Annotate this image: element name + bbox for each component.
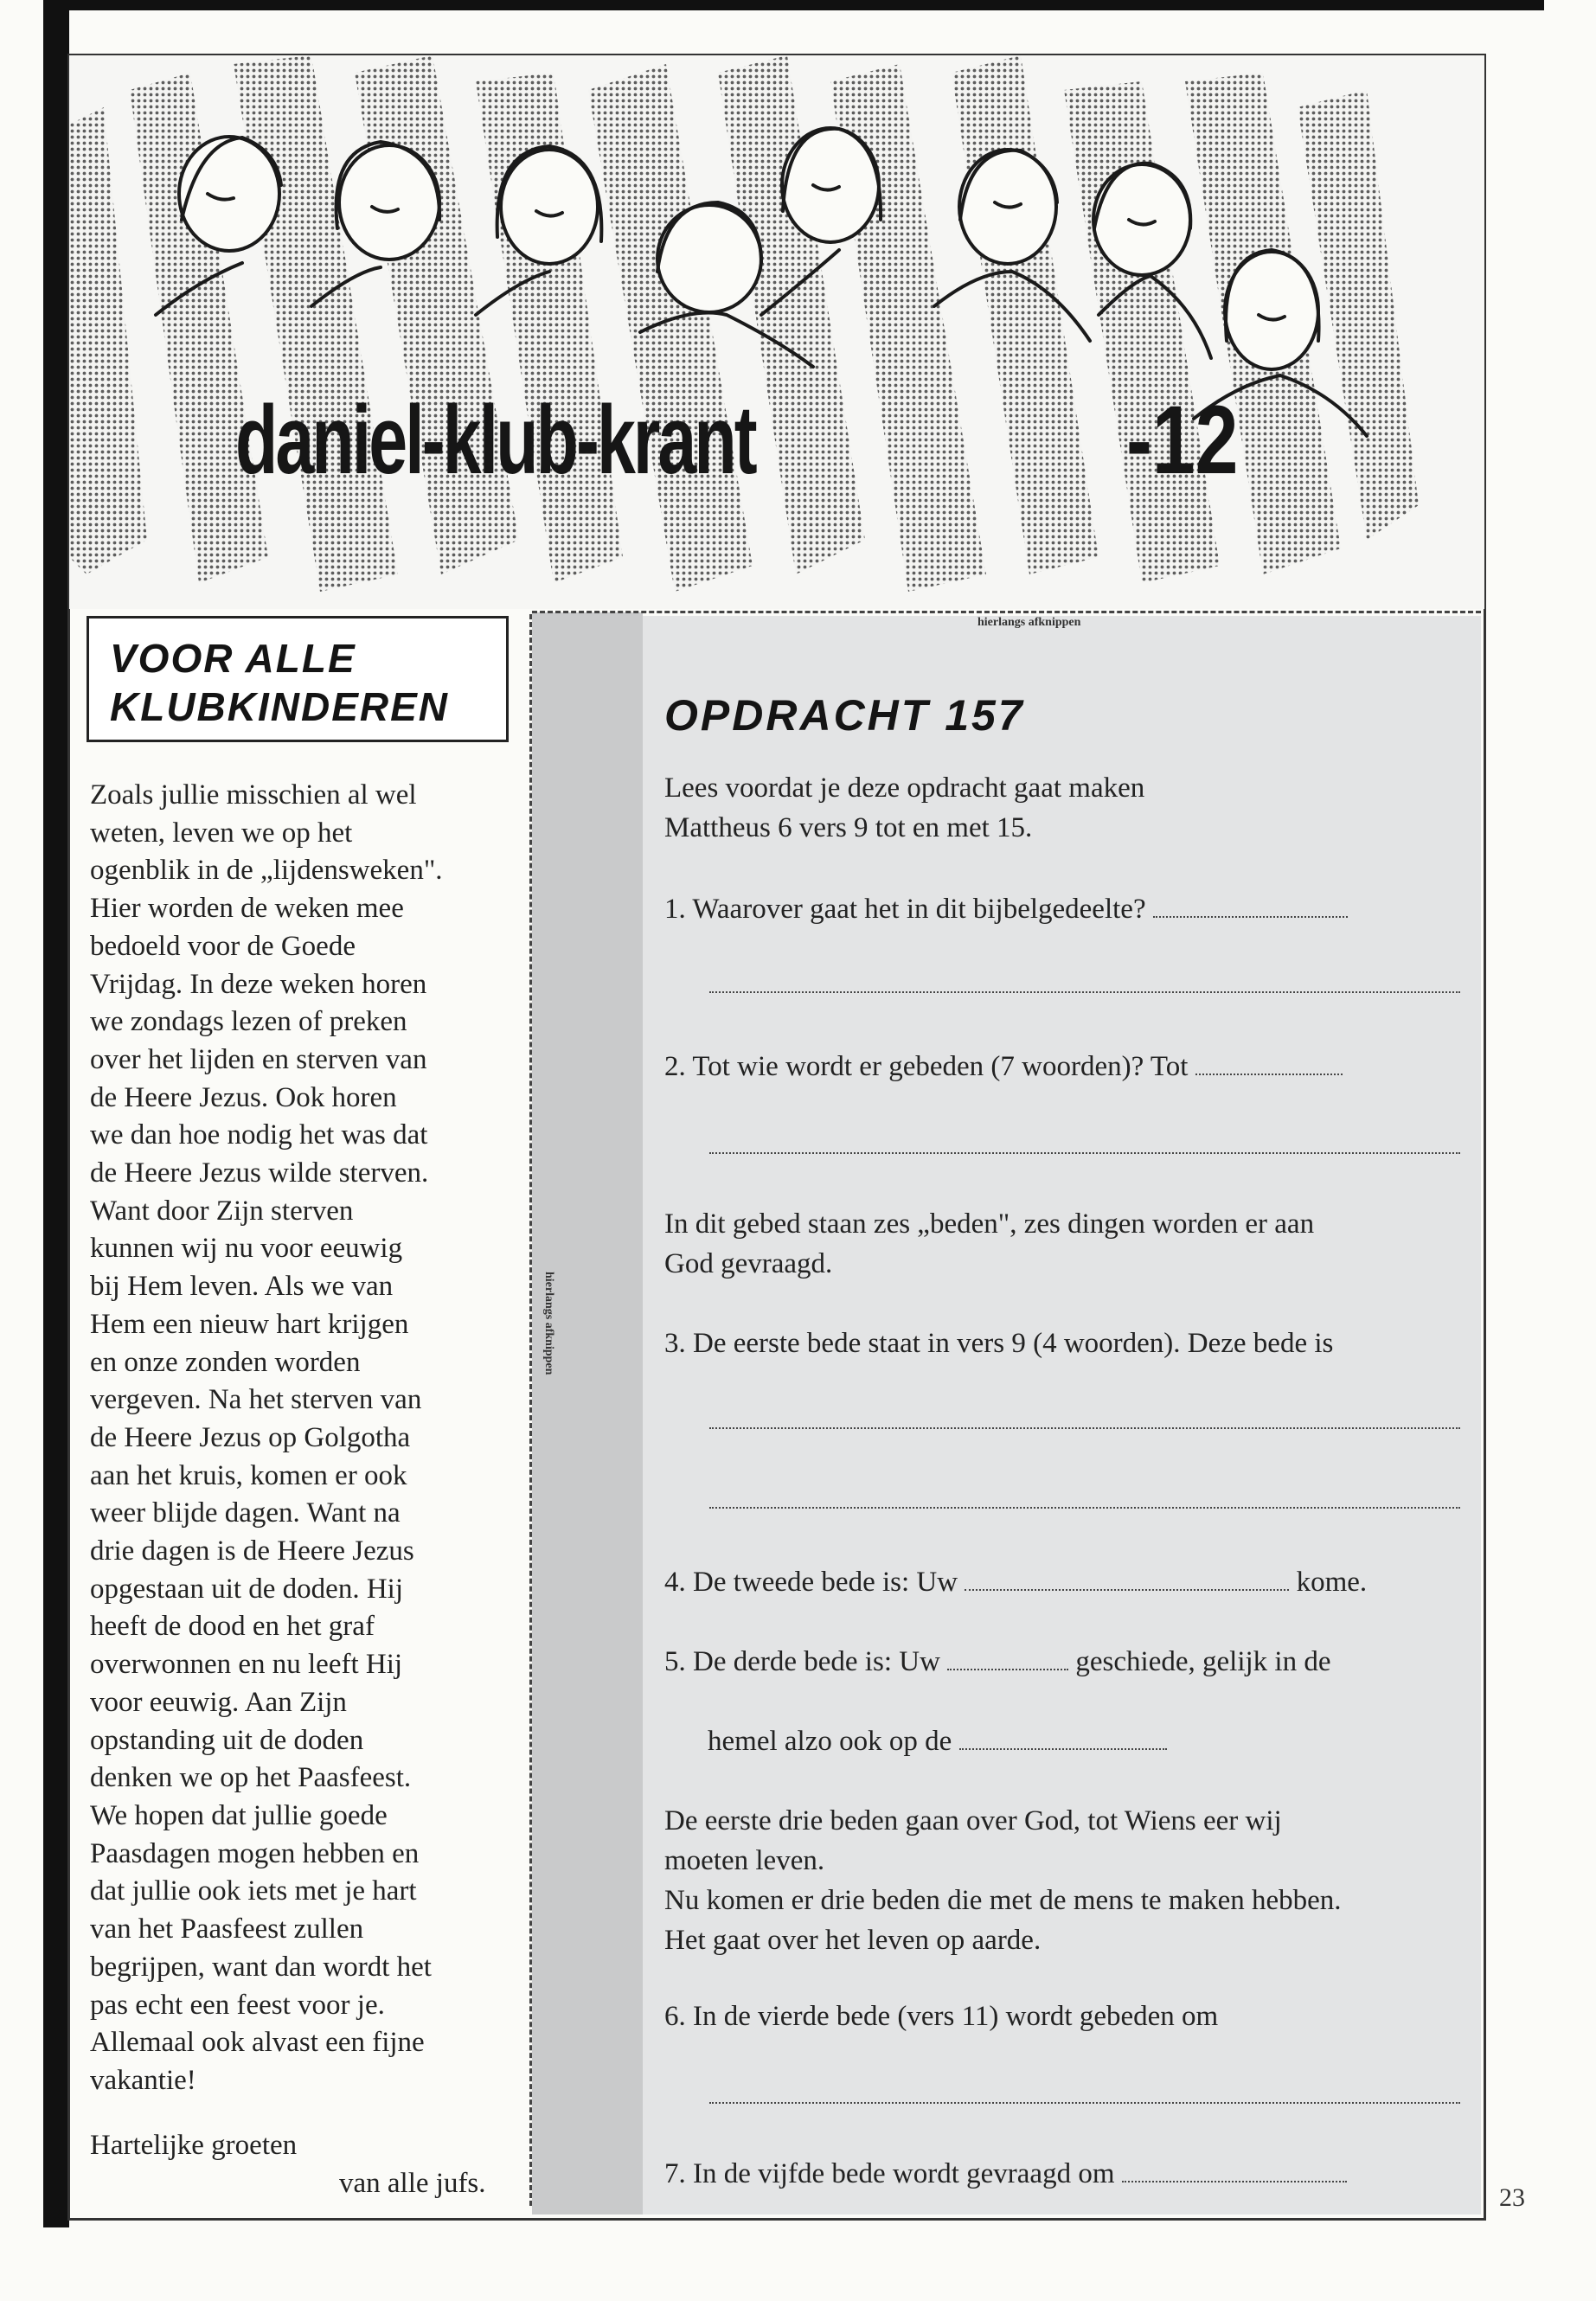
question-1 [664, 889, 1469, 929]
body-line: vergeven. Na het sterven van [90, 1384, 422, 1416]
question-5-line-2: hemel alzo ook op de [708, 1726, 952, 1757]
body-line: Paasdagen mogen hebben en [90, 1837, 420, 1869]
newsletter-title: daniel-klub-krant [235, 386, 755, 494]
body-line: drie dagen is de Heere Jezus [90, 1535, 414, 1567]
header-illustration [69, 55, 1484, 609]
body-line: van het Paasfeest zullen [90, 1913, 364, 1945]
question-2 [664, 1047, 1469, 1086]
heading-line-2: KLUBKINDEREN [110, 684, 449, 729]
body-line: Want door Zijn sterven [90, 1195, 354, 1227]
body-line: kunnen wij nu voor eeuwig [90, 1233, 403, 1265]
cut-label-top: hierlangs afknippen [977, 616, 1081, 629]
question-4-end: kome. [1296, 1567, 1368, 1598]
assignment-panel [643, 616, 1481, 2214]
question-5-continued [708, 1721, 1512, 1761]
body-line: bedoeld voor de Goede [90, 930, 356, 962]
cut-margin-strip [532, 612, 643, 2214]
info-2-line-4: Het gaat over het leven op aarde. [664, 1925, 1042, 1956]
cut-line-vertical [529, 614, 532, 2206]
cut-label-side: hierlangs afknippen [542, 1272, 555, 1375]
body-line: de Heere Jezus. Ook horen [90, 1081, 397, 1113]
announcement-body [90, 777, 522, 2100]
left-border [43, 0, 69, 2227]
body-line: denken we op het Paasfeest. [90, 1762, 412, 1794]
answer-blank[interactable] [1195, 1049, 1343, 1075]
intro-line-2: Mattheus 6 vers 9 tot en met 15. [664, 812, 1033, 843]
body-line: We hopen dat jullie goede [90, 1799, 388, 1831]
answer-blank[interactable] [965, 1565, 1289, 1591]
body-line: de Heere Jezus op Golgotha [90, 1421, 411, 1453]
question-2-text: 2. Tot wie wordt er gebeden (7 woorden)? Tot [664, 1051, 1189, 1082]
answer-line[interactable] [709, 2102, 1460, 2104]
body-line: vakantie! [90, 2064, 196, 2096]
question-5-mid: geschiede, gelijk in de [1075, 1646, 1331, 1677]
answer-line[interactable] [709, 1507, 1460, 1509]
answer-blank[interactable] [1153, 892, 1348, 918]
body-line: we dan hoe nodig het was dat [90, 1119, 428, 1151]
body-line: voor eeuwig. Aan Zijn [90, 1686, 347, 1718]
body-line: overwonnen en nu leeft Hij [90, 1649, 403, 1681]
body-line: aan het kruis, komen er ook [90, 1459, 407, 1491]
question-6: 6. In de vierde bede (vers 11) wordt gebeden om [664, 2001, 1219, 2032]
question-3: 3. De eerste bede staat in vers 9 (4 woorden). Deze bede is [664, 1328, 1334, 1359]
info-1-line-1: In dit gebed staan zes „beden", zes dingen worden er aan [664, 1208, 1315, 1240]
body-line: weten, leven we op het [90, 817, 353, 849]
body-line: weer blijde dagen. Want na [90, 1497, 401, 1529]
answer-blank[interactable] [959, 1724, 1167, 1750]
body-line: opgestaan uit de doden. Hij [90, 1573, 404, 1605]
body-line: de Heere Jezus wilde sterven. [90, 1157, 429, 1189]
info-2-line-1: De eerste drie beden gaan over God, tot Wiens eer wij [664, 1805, 1282, 1836]
cut-line-horizontal [532, 611, 1481, 613]
answer-blank[interactable] [947, 1644, 1068, 1670]
body-line: we zondags lezen of preken [90, 1006, 407, 1038]
body-line: Hier worden de weken mee [90, 893, 404, 925]
top-border [43, 0, 1544, 10]
answer-blank[interactable] [1122, 2157, 1347, 2182]
info-2-line-3: Nu komen er drie beden die met de mens te maken hebben. [664, 1885, 1342, 1916]
body-line: en onze zonden worden [90, 1346, 361, 1378]
body-line: ogenblik in de „lijdensweken". [90, 855, 443, 887]
body-line: Hem een nieuw hart krijgen [90, 1308, 409, 1340]
heading-line-1: VOOR ALLE [110, 636, 356, 681]
body-line: Allemaal ook alvast een fijne [90, 2027, 425, 2059]
question-5 [664, 1642, 1469, 1682]
answer-line[interactable] [709, 1152, 1460, 1154]
greeting-line: Hartelijke groeten [90, 2130, 298, 2161]
page-number: 23 [1499, 2183, 1525, 2212]
children-drawing [69, 55, 1484, 609]
body-line: begrijpen, want dan wordt het [90, 1951, 432, 1983]
announcement-heading-box [87, 616, 509, 742]
body-line: Vrijdag. In deze weken horen [90, 968, 427, 1000]
body-line: pas echt een feest voor je. [90, 1989, 385, 2021]
signature-line: van alle jufs. [339, 2168, 486, 2199]
question-4 [664, 1562, 1469, 1602]
body-line: heeft de dood en het graf [90, 1611, 375, 1643]
body-line: opstanding uit de doden [90, 1724, 364, 1756]
answer-line[interactable] [709, 1427, 1460, 1429]
issue-number: -12 [1126, 386, 1239, 494]
info-1-line-2: God gevraagd. [664, 1248, 833, 1279]
body-line: dat jullie ook iets met je hart [90, 1875, 417, 1907]
body-line: over het lijden en sterven van [90, 1043, 427, 1075]
body-line: bij Hem leven. Als we van [90, 1271, 394, 1303]
question-5-text: 5. De derde bede is: Uw [664, 1646, 940, 1677]
intro-line-1: Lees voordat je deze opdracht gaat maken [664, 772, 1145, 804]
question-7 [664, 2154, 1469, 2194]
question-4-text: 4. De tweede bede is: Uw [664, 1567, 958, 1598]
info-2-line-2: moeten leven. [664, 1845, 825, 1876]
question-1-text: 1. Waarover gaat het in dit bijbelgedeelte? [664, 894, 1146, 925]
assignment-title: OPDRACHT 157 [664, 691, 1025, 740]
question-7-text: 7. In de vijfde bede wordt gevraagd om [664, 2158, 1115, 2189]
body-line: Zoals jullie misschien al wel [90, 779, 417, 811]
answer-line[interactable] [709, 991, 1460, 993]
